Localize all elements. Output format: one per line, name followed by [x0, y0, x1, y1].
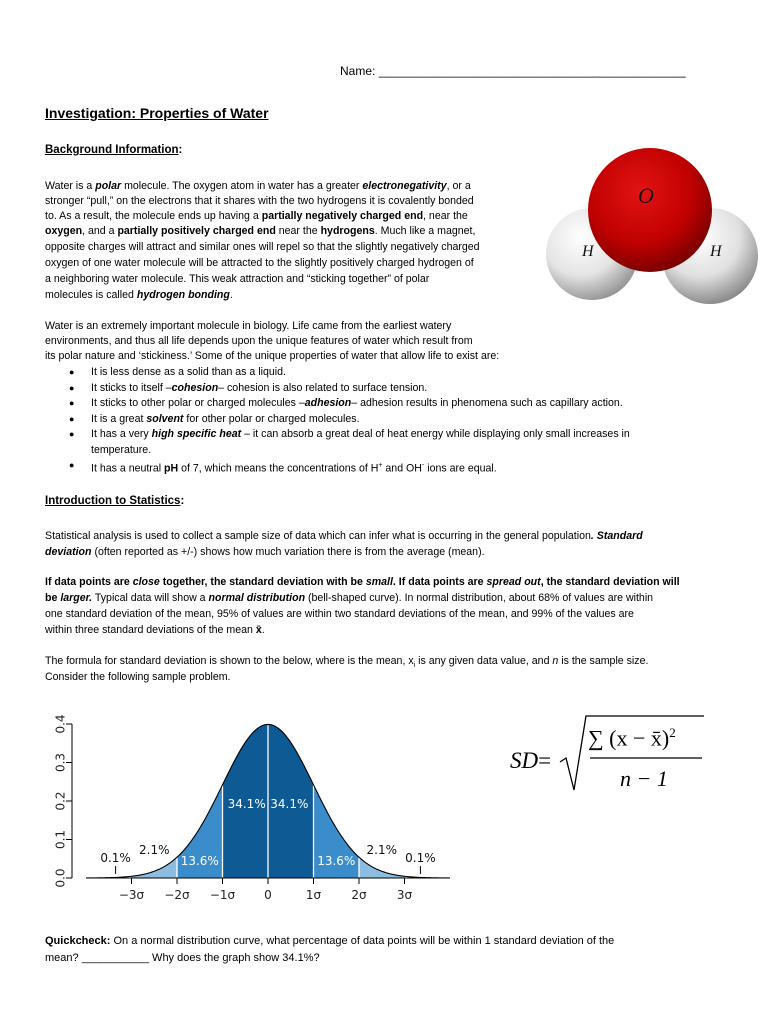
list-item: ● It has a very high specific heat – it can absorb a great deal of heat energy while displaying only small increases in temperature.: [47, 427, 747, 458]
list-item: ● It is less dense as a solid than as a liquid.: [47, 365, 747, 381]
water-properties-list: [47, 365, 747, 477]
answer-blank[interactable]: ___________: [81, 952, 149, 964]
region-percent-label: 34.1%: [227, 797, 266, 811]
name-field[interactable]: ______________________________________________: [378, 64, 686, 78]
y-tick-label: 0.3: [53, 752, 68, 773]
name-line: [340, 64, 686, 80]
hydrogen-right-label: H: [710, 243, 722, 260]
x-tick-label: 2σ: [351, 888, 367, 902]
formula-lhs: SD=: [510, 748, 552, 773]
y-tick-label: 0.4: [53, 714, 68, 734]
formula-numerator: ∑ (x − x̄)$^2$: [588, 725, 676, 751]
region-percent-label: 2.1%: [139, 843, 170, 857]
list-item: ● It sticks to itself –cohesion– cohesion is also related to surface tension.: [47, 381, 747, 397]
water-molecule-image: [540, 148, 768, 320]
oxygen-label: O: [638, 183, 654, 208]
region-percent-label: 13.6%: [317, 854, 356, 868]
normal-distribution-chart: [40, 706, 460, 910]
statistics-heading: Introduction to Statistics:: [45, 495, 185, 507]
list-item: ● It has a neutral pH of 7, which means the concentrations of H+ and OH- ions are equal.: [47, 458, 747, 477]
list-item: ● It sticks to other polar or charged molecules –adhesion– adhesion results in phenomena such as capillary action.: [47, 396, 747, 412]
x-tick-label: 0: [264, 888, 272, 902]
x-tick-label: 1σ: [305, 888, 322, 902]
y-tick-label: 0.0: [53, 868, 68, 888]
region-percent-label: 13.6%: [180, 854, 219, 868]
x-tick-label: −1σ: [209, 888, 236, 902]
y-tick-label: 0.1: [53, 829, 68, 850]
hydrogen-left-label: H: [582, 243, 594, 260]
x-tick-label: −2σ: [164, 888, 190, 902]
oxygen-atom: [588, 148, 712, 272]
tail-percent-label: 0.1%: [100, 851, 131, 865]
background-heading: Background Information:: [45, 144, 183, 156]
x-tick-label: −3σ: [118, 888, 145, 902]
standard-deviation-formula: [508, 712, 718, 802]
x-tick-label: 3σ: [396, 888, 413, 902]
name-label: Name:: [340, 64, 379, 78]
list-item: ● It is a great solvent for other polar or charged molecules.: [47, 412, 747, 428]
tail-percent-label: 0.1%: [405, 851, 436, 865]
region-percent-label: 34.1%: [270, 797, 309, 811]
region-percent-label: 2.1%: [366, 843, 397, 857]
formula-denominator: n − 1: [620, 766, 668, 791]
page-title: Investigation: Properties of Water: [45, 105, 269, 121]
y-tick-label: 0.2: [53, 791, 68, 811]
